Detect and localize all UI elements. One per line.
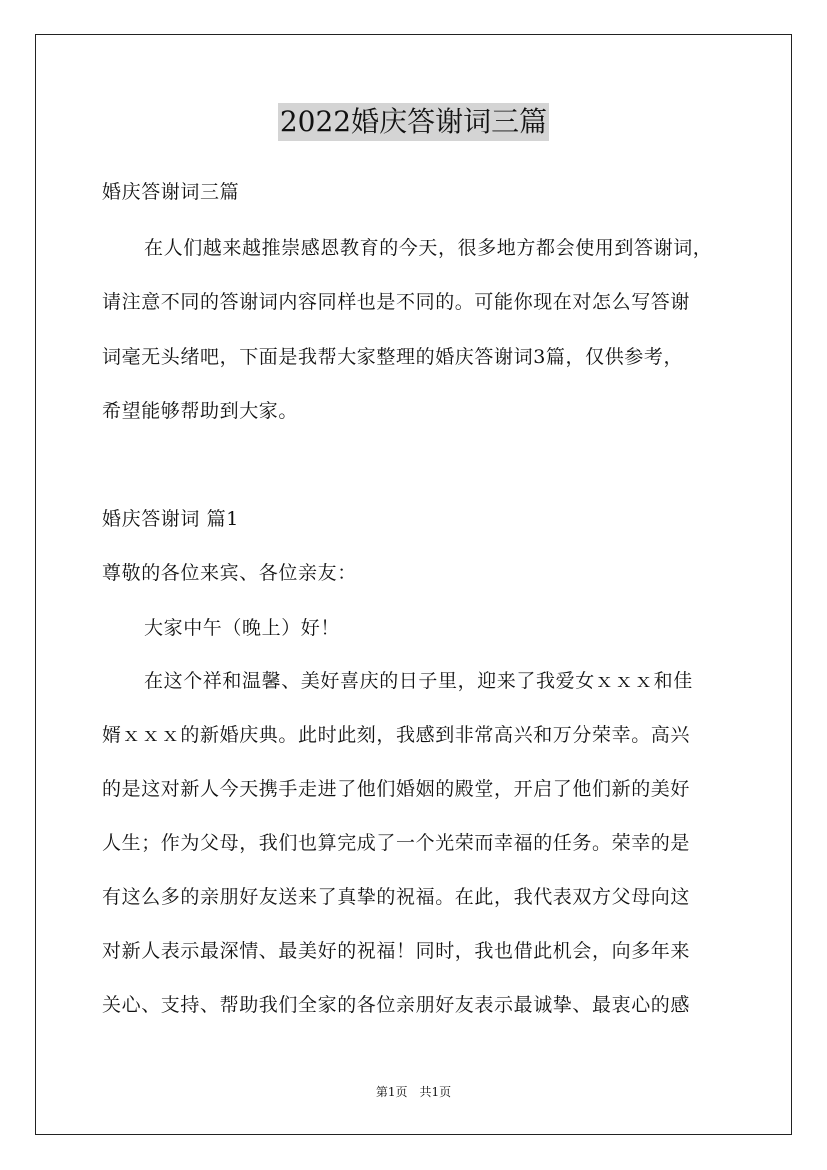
intro-line-2: 请注意不同的答谢词内容同样也是不同的。可能你现在对怎么写答谢 [102,291,691,313]
section-heading: 婚庆答谢词 篇1 [102,508,239,530]
body-line-7: 关心、支持、帮助我们全家的各位亲朋好友表示最诚挚、最衷心的感 [102,994,691,1016]
subtitle: 婚庆答谢词三篇 [102,181,240,203]
body-line-2: 婿ｘｘｘ的新婚庆典。此时此刻，我感到非常高兴和万分荣幸。高兴 [102,724,691,746]
body-line-5: 有这么多的亲朋好友送来了真挚的祝福。在此，我代表双方父母向这 [102,886,691,908]
intro-line-3: 词毫无头绪吧，下面是我帮大家整理的婚庆答谢词3篇，仅供参考， [102,346,684,368]
greeting: 大家中午（晚上）好！ [144,617,341,639]
title-container [0,103,827,141]
page-footer: 第1页 共1页 [375,1085,452,1099]
intro-line-4: 希望能够帮助到大家。 [102,400,299,422]
body-line-1: 在这个祥和温馨、美好喜庆的日子里，迎来了我爱女ｘｘｘ和佳 [144,670,693,692]
document-title: 2022婚庆答谢词三篇 [278,103,549,141]
body-line-4: 人生；作为父母，我们也算完成了一个光荣而幸福的任务。荣幸的是 [102,832,691,854]
intro-line-1: 在人们越来越推崇感恩教育的今天，很多地方都会使用到答谢词， [144,237,713,259]
body-line-3: 的是这对新人今天携手走进了他们婚姻的殿堂，开启了他们新的美好 [102,778,691,800]
body-line-6: 对新人表示最深情、最美好的祝福！同时，我也借此机会，向多年来 [102,940,691,962]
salutation: 尊敬的各位来宾、各位亲友： [102,562,357,584]
